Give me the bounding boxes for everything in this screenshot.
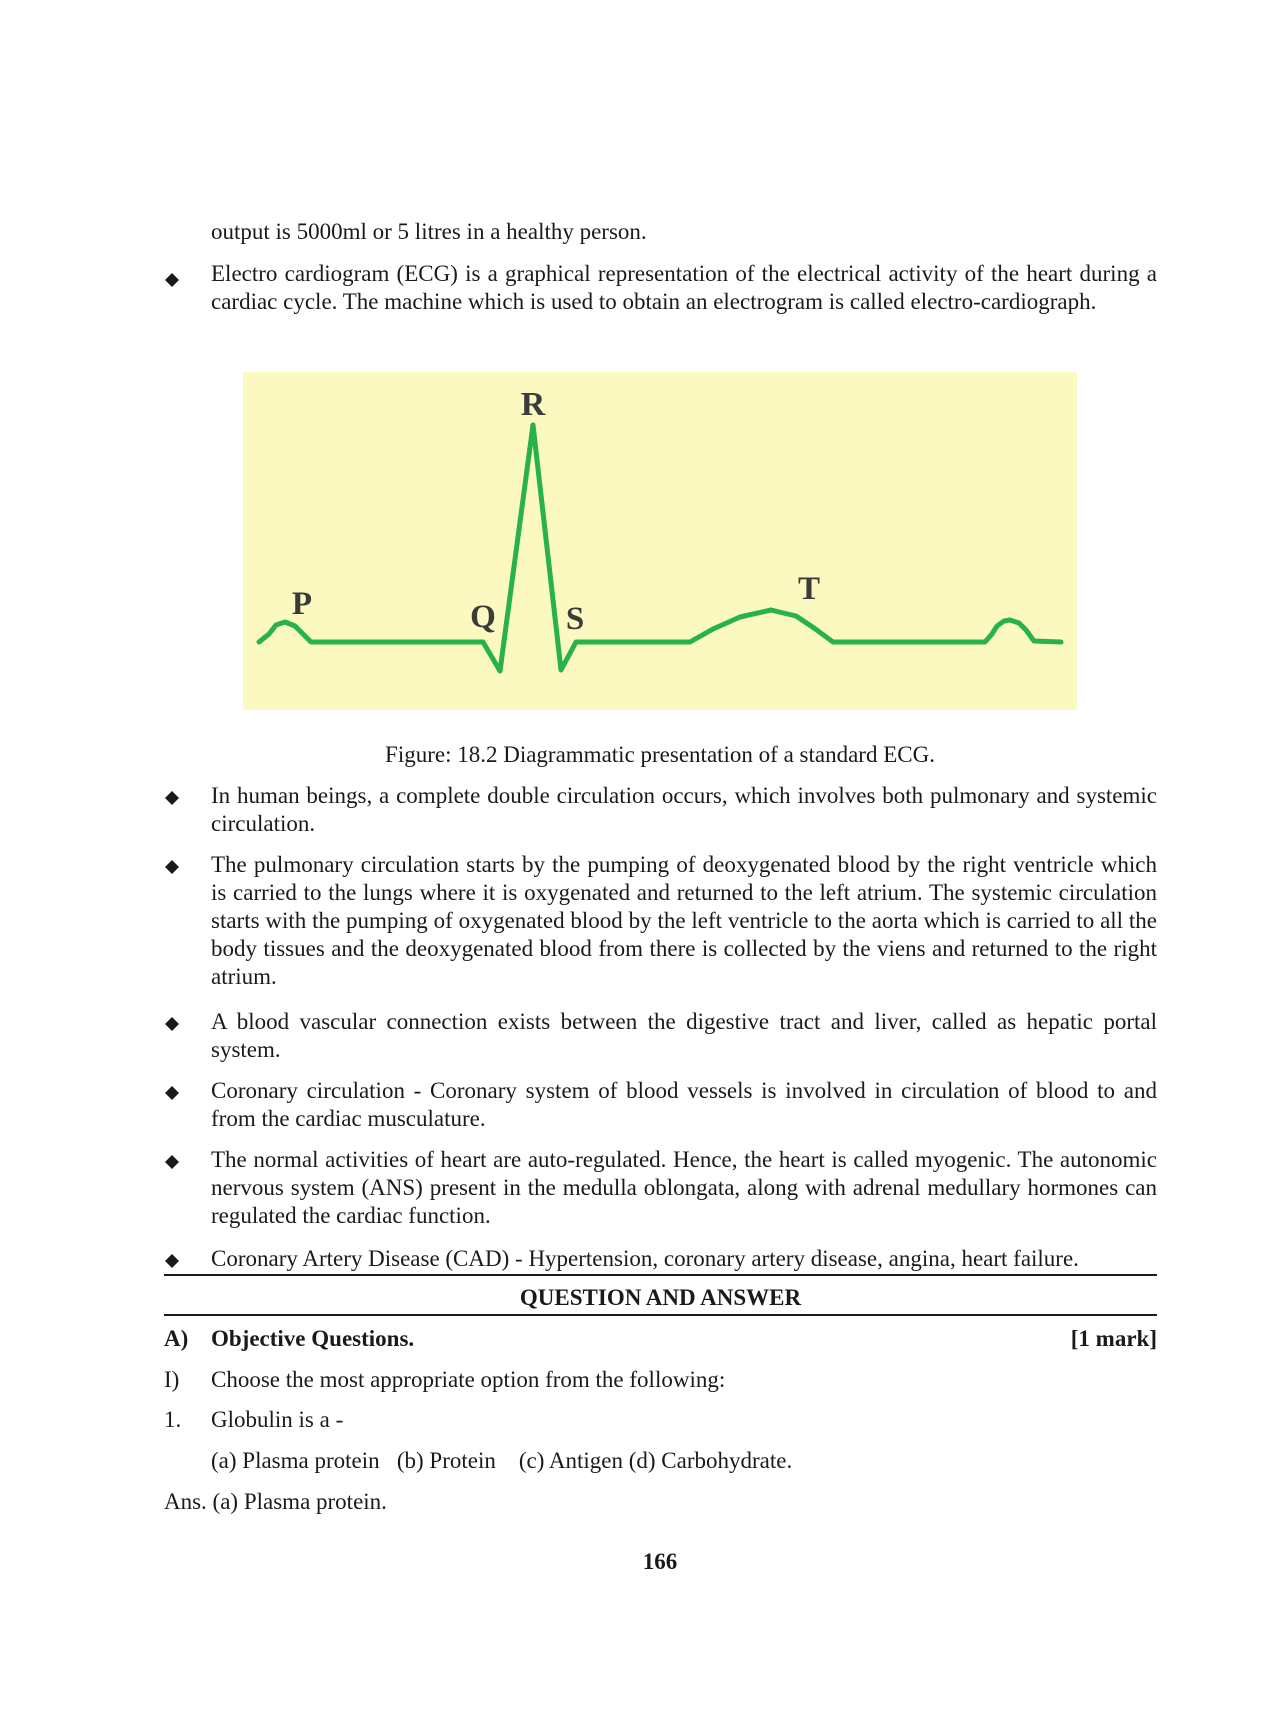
question-options: (a) Plasma protein (b) Protein (c) Antigen (d) Carbohydrate. [211, 1448, 793, 1473]
bullet-point: Coronary Artery Disease (CAD) - Hypertension, coronary artery disease, angina, heart failure. [211, 1246, 1079, 1271]
label-r: R [520, 386, 546, 423]
bullet-point: The pulmonary circulation starts by the pumping of deoxygenated blood by the right ventricle which is carried to the lungs where it is oxygenated and returned to the left atrium. The systemic circulation starts with the pumping of oxygenated blood by the left ventricle to the aorta which is carried to all the body tissues and the deoxygenated blood from there is collected by the viens and returned to the right atrium. [211, 852, 1157, 989]
bullet-point: The normal activities of heart are auto-regulated. Hence, the heart is called myogenic. The autonomic nervous system (ANS) present in the medulla oblongata, along with adrenal medullary hormones can regulated the cardiac function. [211, 1147, 1157, 1228]
instruction-text: Choose the most appropriate option from the following: [211, 1367, 726, 1392]
diamond-bullet-icon [165, 1155, 179, 1169]
diamond-bullet-icon [165, 860, 179, 874]
ecg-diagram [243, 372, 1077, 710]
page-number: 166 [642, 1549, 678, 1574]
diamond-bullet-icon [165, 1086, 179, 1100]
answer-text: Ans. (a) Plasma protein. [164, 1489, 387, 1514]
qa-section-title: QUESTION AND ANSWER [519, 1285, 802, 1310]
label-s: S [565, 601, 585, 637]
label-p: P [291, 586, 313, 622]
marks-label: [1 mark] [1070, 1326, 1157, 1351]
diamond-bullet-icon [165, 1017, 179, 1031]
diamond-bullet-icon [165, 273, 179, 287]
question-text: Globulin is a - [211, 1407, 344, 1432]
intro-line: output is 5000ml or 5 litres in a healthy person. [211, 219, 647, 244]
label-q: Q [470, 599, 496, 635]
diamond-bullet-icon [165, 1254, 179, 1268]
ecg-trace [259, 425, 1061, 671]
ecg-definition: Electro cardiogram (ECG) is a graphical representation of the electrical activity of the heart during a cardiac cycle. The machine which is used to obtain an electrogram is called electro-cardiograph. [211, 261, 1157, 314]
question-number: 1. [164, 1407, 182, 1432]
diamond-bullet-icon [165, 791, 179, 805]
section-label: A) [164, 1326, 189, 1351]
instruction-label: I) [164, 1367, 180, 1392]
label-t: T [797, 571, 821, 607]
bullet-point: Coronary circulation - Coronary system of blood vessels is involved in circulation of blood to and from the cardiac musculature. [211, 1078, 1157, 1131]
bullet-point: In human beings, a complete double circulation occurs, which involves both pulmonary and systemic circulation. [211, 783, 1157, 836]
section-rule-top [164, 1274, 1157, 1276]
bullet-point: A blood vascular connection exists between the digestive tract and liver, called as hepatic portal system. [211, 1009, 1157, 1062]
section-rule-bottom [164, 1314, 1157, 1316]
ecg-figure [243, 372, 1077, 710]
figure-caption: Figure: 18.2 Diagrammatic presentation of a standard ECG. [385, 742, 935, 767]
section-heading: Objective Questions. [211, 1326, 415, 1351]
